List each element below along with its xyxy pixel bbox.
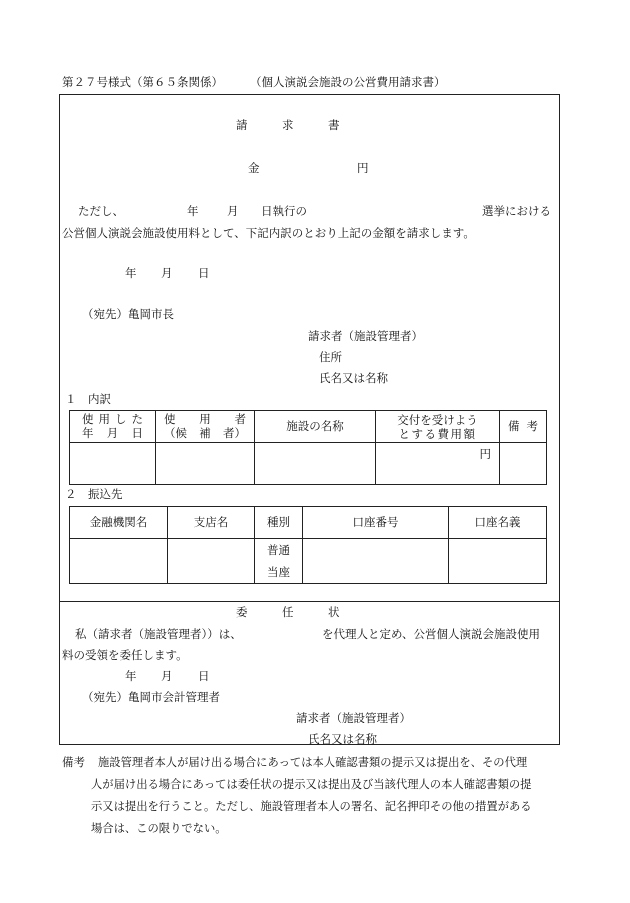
notes-label: 備考 (62, 755, 85, 769)
breakdown-date-cell (70, 443, 156, 485)
breakdown-col-date: 使 用 し た 年 月 日 (70, 411, 156, 443)
proviso-month: 月 (227, 204, 239, 218)
breakdown-yen: 円 (479, 447, 491, 461)
transfer-heading: ２ 振込先 (65, 487, 123, 501)
type-toza: 当座 (267, 565, 290, 579)
notes-line-1: 施設管理者本人が届け出る場合にあっては本人確認書類の提示又は提出を、その代理 (98, 756, 528, 769)
transfer-col-account-number: 口座番号 (303, 507, 449, 539)
breakdown-amount-cell (376, 443, 500, 485)
transfer-type-cell (255, 539, 303, 584)
breakdown-col-facility: 施設の名称 (255, 411, 376, 443)
amount-kin-label: 金 (248, 161, 260, 175)
proviso-tadashi: ただし、 (78, 204, 124, 218)
transfer-col-branch: 支店名 (168, 507, 255, 539)
notes-line-4: 場合は、この限りでない。 (91, 822, 227, 835)
proviso-day: 日執行の (261, 204, 307, 218)
notes-line-3: 示又は提出を行うこと。ただし、施設管理者本人の署名、記名押印その他の措置がある (91, 800, 532, 813)
breakdown-col-amount (376, 411, 500, 443)
delegation-text-2: 料の受領を委任します。 (62, 648, 188, 662)
breakdown-header-row (70, 411, 547, 443)
date-day: 日 (198, 266, 210, 280)
transfer-table (69, 506, 547, 584)
form-description: （個人演説会施設の公営費用請求書） (250, 75, 446, 89)
transfer-account-holder-cell (449, 539, 547, 584)
transfer-account-number-cell (303, 539, 449, 584)
proviso-year: 年 (187, 204, 199, 218)
delegation-title: 委 任 状 (236, 605, 340, 619)
delegation-name-label: 氏名又は名称 (308, 732, 377, 746)
proviso-election: 選挙における (482, 204, 551, 218)
amount-header-line1: 交付を受けよう (397, 412, 478, 427)
delegation-addressee: （宛先）亀岡市会計管理者 (82, 690, 220, 704)
claim-title: 請 求 書 (236, 118, 340, 132)
date-month: 月 (161, 266, 173, 280)
amount-header-line2: とする費用額 (398, 426, 477, 441)
amount-yen-label: 円 (357, 161, 369, 175)
date-year: 年 (125, 266, 137, 280)
transfer-data-row (70, 539, 547, 584)
section-divider (59, 601, 560, 602)
breakdown-user-cell (156, 443, 255, 485)
claimant-label: 請求者（施設管理者） (308, 329, 423, 343)
transfer-col-account-holder: 口座名義 (449, 507, 547, 539)
proviso-line2: 公営個人演説会施設使用料として、下記内訳のとおり上記の金額を請求します。 (62, 226, 475, 240)
name-label: 氏名又は名称 (319, 371, 388, 385)
breakdown-data-row (70, 443, 547, 485)
breakdown-heading: １ 内訳 (65, 392, 111, 406)
transfer-bank-cell (70, 539, 168, 584)
delegation-date-month: 月 (161, 669, 173, 683)
delegation-date-day: 日 (198, 669, 210, 683)
transfer-header-row (70, 507, 547, 539)
form-number: 第２７号様式（第６５条関係） (62, 75, 223, 89)
transfer-col-type: 種別 (255, 507, 303, 539)
addressee: （宛先）亀岡市長 (82, 307, 174, 321)
delegation-text-1a: 私（請求者（施設管理者））は、 (75, 627, 242, 641)
transfer-branch-cell (168, 539, 255, 584)
type-futsu: 普通 (267, 543, 290, 557)
breakdown-col-user: 使 用 者 （候 補 者） (156, 411, 255, 443)
breakdown-col-remarks: 備 考 (500, 411, 547, 443)
delegation-text-1b: を代理人と定め、公営個人演説会施設使用 (322, 627, 541, 641)
breakdown-remarks-cell (500, 443, 547, 485)
delegation-date-year: 年 (125, 669, 137, 683)
transfer-col-bank: 金融機関名 (70, 507, 168, 539)
breakdown-facility-cell (255, 443, 376, 485)
notes-line-2: 人が届け出る場合にあっては委任状の提示又は提出及び当該代理人の本人確認書類の提 (91, 778, 532, 791)
address-label: 住所 (319, 350, 342, 364)
breakdown-table (69, 410, 547, 485)
delegation-claimant-label: 請求者（施設管理者） (296, 711, 411, 725)
